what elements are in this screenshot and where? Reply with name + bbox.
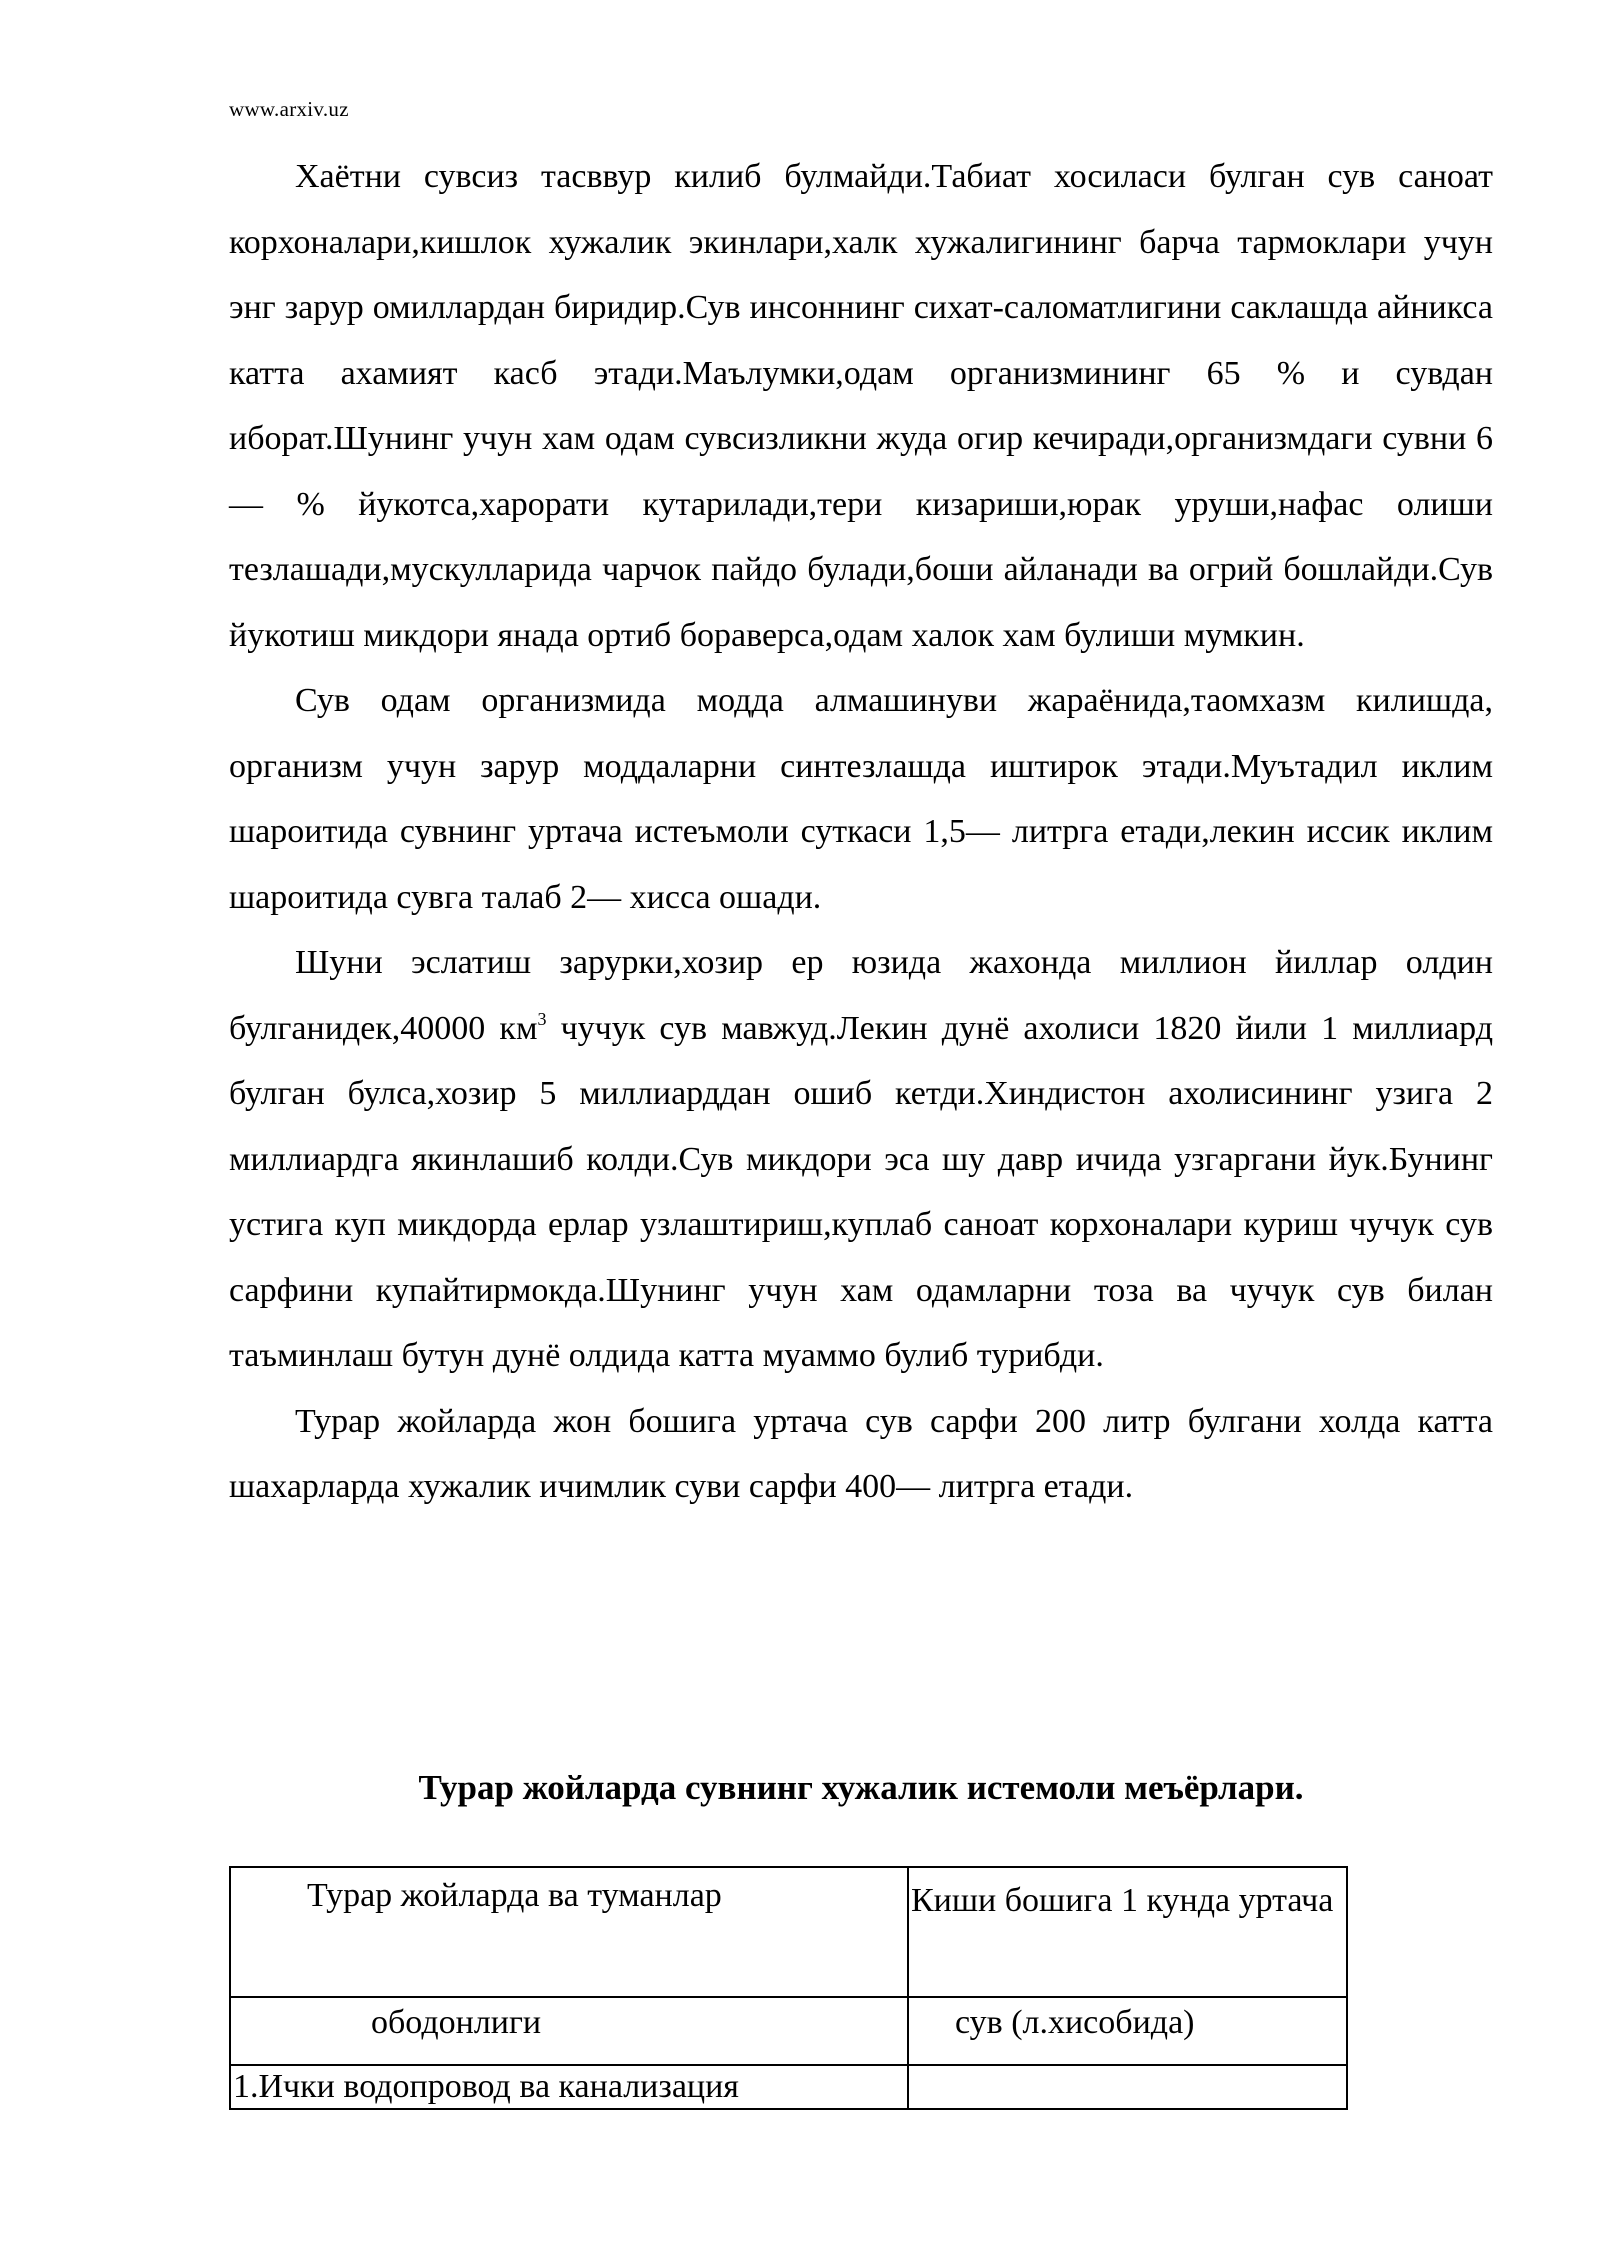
paragraph-3-start: Шуни эслатиш зарурки,хозир ер юзида жахонда миллион йиллар олдин булганидек,40000 км xyxy=(229,944,1493,1047)
site-watermark: www.arxiv.uz xyxy=(229,97,349,121)
table-cell: ободонлиги xyxy=(230,1997,908,2065)
table-cell: Турар жойларда ва туманлар xyxy=(230,1867,908,1997)
paragraph-3 xyxy=(229,930,1493,1389)
paragraph-1: Хаётни сувсиз тасввур килиб булмайди.Табиат хосиласи булган сув саноат корхоналари,кишлок хужалик экинлари,халк хужалигининг барча тармоклари учун энг зарур омиллардан биридир.Сув инсоннинг сихат-саломатлигини саклашда айникса катта ахамият касб этади.Маълумки,одам организмининг 65 % и сувдан иборат.Шунинг учун хам одам сувсизликни жуда огир кечиради,организмдаги сувни 6— % йукотса,харорати кутарилади,тери кизариши,юрак уруши,нафас олиши тезлашади,мускулларида чарчок пайдо булади,боши айланади ва огрий бошлайди.Сув йукотиш микдори янада ортиб бораверса,одам халок хам булиши мумкин. xyxy=(229,158,1493,654)
paragraph-3-end: чучук сув мавжуд.Лекин дунё ахолиси 1820 йили 1 миллиард булган булса,хозир 5 миллиарддан ошиб кетди.Хиндистон ахолисининг узига 2 миллиардга якинлашиб колди.Сув микдори эса шу давр ичида узгаргани йук.Бунинг устига куп микдорда ерлар узлаштириш,куплаб саноат корхоналари куриш чучук сув сарфини купайтирмокда.Шунинг учун хам одамларни тоза ва чучук сув билан таъминлаш бутун дунё олдида катта муаммо булиб турибди. xyxy=(229,1009,1493,1374)
table-cell: 1.Ички водопровод ва канализация xyxy=(230,2065,908,2109)
table-title: Турар жойларда сувнинг хужалик истемоли меъёрлари. xyxy=(418,1768,1304,1807)
table-cell xyxy=(908,2065,1347,2109)
paragraph-4: Турар жойларда жон бошига уртача сув сарфи 200 литр булгани холда катта шахарларда хужалик ичимлик суви сарфи 400— литрга етади. xyxy=(229,1402,1493,1505)
table-row xyxy=(230,2065,1347,2109)
water-norms-table xyxy=(229,1866,1348,2110)
cubic-superscript: 3 xyxy=(537,1008,547,1029)
table-cell: сув (л.хисобида) xyxy=(908,1997,1347,2065)
table-cell: Киши бошига 1 кунда уртача xyxy=(908,1867,1347,1997)
paragraph-2: Сув одам организмида модда алмашинуви жараёнида,таомхазм килишда, организм учун зарур моддаларни синтезлашда иштирок этади.Муътадил иклим шароитида сувнинг уртача истеъмоли суткаси 1,5— литрга етади,лекин иссик иклим шароитида сувга талаб 2— хисса ошади. xyxy=(229,682,1493,916)
table-row xyxy=(230,1867,1347,1997)
document-body xyxy=(229,144,1493,1520)
table-row xyxy=(230,1997,1347,2065)
